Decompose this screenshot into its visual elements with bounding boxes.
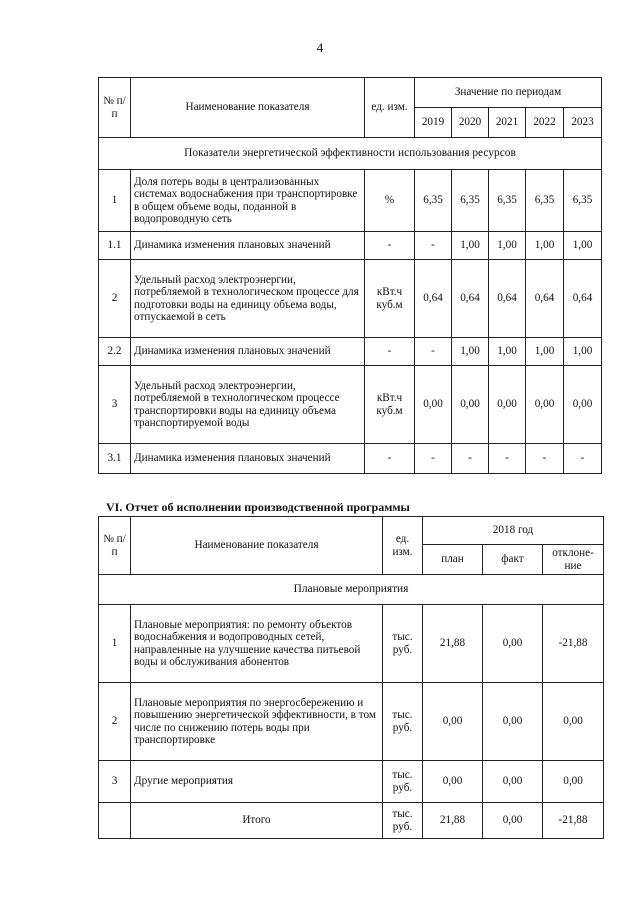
row-unit: кВт.ч куб.м — [365, 260, 415, 338]
row-value: - — [489, 444, 526, 474]
row-unit: кВт.ч куб.м — [365, 366, 415, 444]
row-fact: 0,00 — [483, 761, 543, 803]
row-plan: 0,00 — [423, 761, 483, 803]
row-value: 6,35 — [489, 170, 526, 232]
row-unit: - — [365, 232, 415, 260]
row-num: 1 — [99, 170, 131, 232]
row-name: Доля потерь воды в централизованных системах водоснабжения при транспортировке в общем объеме воды, поданной в водопроводную сеть — [131, 170, 365, 232]
row-value: 1,00 — [489, 338, 526, 366]
row-unit: - — [365, 338, 415, 366]
header-year: 2018 год — [423, 517, 604, 545]
table-row — [99, 170, 602, 232]
row-fact: 0,00 — [483, 683, 543, 761]
row-value: - — [526, 444, 564, 474]
row-value: - — [564, 444, 602, 474]
row-value: 0,64 — [452, 260, 489, 338]
row-value: - — [415, 232, 452, 260]
row-unit: - — [365, 444, 415, 474]
table-row — [99, 761, 604, 803]
header-unit: ед. изм. — [383, 517, 423, 575]
header-fact: факт — [483, 545, 543, 575]
row-deviation: 0,00 — [543, 761, 604, 803]
row-num: 3.1 — [99, 444, 131, 474]
row-value: 1,00 — [526, 232, 564, 260]
header-periods: Значение по периодам — [415, 78, 602, 108]
total-deviation: -21,88 — [543, 803, 604, 839]
row-name: Удельный расход электроэнергии, потребляемой в технологическом процессе транспортировки воды на единицу объема транспортируемой воды — [131, 366, 365, 444]
header-name: Наименование показателя — [131, 78, 365, 138]
production-program-table — [98, 516, 604, 839]
row-value: 0,00 — [415, 366, 452, 444]
table-row — [99, 605, 604, 683]
row-unit: % — [365, 170, 415, 232]
row-value: 1,00 — [452, 338, 489, 366]
header-unit: ед. изм. — [365, 78, 415, 138]
row-unit: тыс. руб. — [383, 761, 423, 803]
header-year: 2023 — [564, 108, 602, 138]
energy-efficiency-table — [98, 77, 602, 474]
row-unit: тыс. руб. — [383, 683, 423, 761]
row-unit: тыс. руб. — [383, 605, 423, 683]
table-row — [99, 232, 602, 260]
header-plan: план — [423, 545, 483, 575]
row-name: Плановые мероприятия: по ремонту объектов водоснабжения и водопроводных сетей, направленные на улучшение качества питьевой воды и обслуживания абонентов — [131, 605, 383, 683]
page-number: 4 — [316, 40, 324, 55]
row-num: 2 — [99, 260, 131, 338]
row-num: 2 — [99, 683, 131, 761]
row-plan: 21,88 — [423, 605, 483, 683]
row-value: 0,00 — [452, 366, 489, 444]
row-name: Удельный расход электроэнергии, потребляемой в технологическом процессе для подготовки воды на единицу объема воды, отпускаемой в сеть — [131, 260, 365, 338]
row-value: 0,64 — [415, 260, 452, 338]
section-title: Плановые мероприятия — [99, 575, 604, 605]
table-row — [99, 366, 602, 444]
row-num: 1 — [99, 605, 131, 683]
total-name: Итого — [131, 803, 383, 839]
row-fact: 0,00 — [483, 605, 543, 683]
row-value: 1,00 — [564, 338, 602, 366]
row-value: 6,35 — [452, 170, 489, 232]
header-num: № п/п — [99, 78, 131, 138]
row-value: 0,00 — [564, 366, 602, 444]
row-num: 1.1 — [99, 232, 131, 260]
table-row — [99, 260, 602, 338]
row-deviation: 0,00 — [543, 683, 604, 761]
total-row — [99, 803, 604, 839]
total-fact: 0,00 — [483, 803, 543, 839]
row-plan: 0,00 — [423, 683, 483, 761]
row-name: Другие мероприятия — [131, 761, 383, 803]
row-value: 1,00 — [526, 338, 564, 366]
header-num: № п/п — [99, 517, 131, 575]
row-name: Плановые мероприятия по энергосбережению и повышению энергетической эффективности, в том числе по снижению потерь воды при транспортировке — [131, 683, 383, 761]
section-heading: VI. Отчет об исполнении производственной программы — [106, 500, 410, 514]
section-title: Показатели энергетической эффективности использования ресурсов — [99, 138, 602, 170]
row-value: 0,00 — [489, 366, 526, 444]
row-deviation: -21,88 — [543, 605, 604, 683]
row-value: 0,00 — [526, 366, 564, 444]
row-value: 1,00 — [489, 232, 526, 260]
total-plan: 21,88 — [423, 803, 483, 839]
total-num — [99, 803, 131, 839]
row-value: 0,64 — [526, 260, 564, 338]
row-value: 6,35 — [564, 170, 602, 232]
header-year: 2019 — [415, 108, 452, 138]
total-unit: тыс. руб. — [383, 803, 423, 839]
row-value: - — [415, 444, 452, 474]
row-name: Динамика изменения плановых значений — [131, 444, 365, 474]
header-year: 2020 — [452, 108, 489, 138]
table-row — [99, 444, 602, 474]
row-name: Динамика изменения плановых значений — [131, 338, 365, 366]
table-row — [99, 338, 602, 366]
row-num: 3 — [99, 761, 131, 803]
row-name: Динамика изменения плановых значений — [131, 232, 365, 260]
header-name: Наименование показателя — [131, 517, 383, 575]
row-value: 1,00 — [564, 232, 602, 260]
row-value: 0,64 — [564, 260, 602, 338]
row-num: 2.2 — [99, 338, 131, 366]
row-value: 0,64 — [489, 260, 526, 338]
row-value: 1,00 — [452, 232, 489, 260]
table-row — [99, 683, 604, 761]
row-value: - — [415, 338, 452, 366]
row-num: 3 — [99, 366, 131, 444]
row-value: - — [452, 444, 489, 474]
row-value: 6,35 — [526, 170, 564, 232]
row-value: 6,35 — [415, 170, 452, 232]
header-year: 2021 — [489, 108, 526, 138]
header-year: 2022 — [526, 108, 564, 138]
header-deviation: отклоне-ние — [543, 545, 604, 575]
